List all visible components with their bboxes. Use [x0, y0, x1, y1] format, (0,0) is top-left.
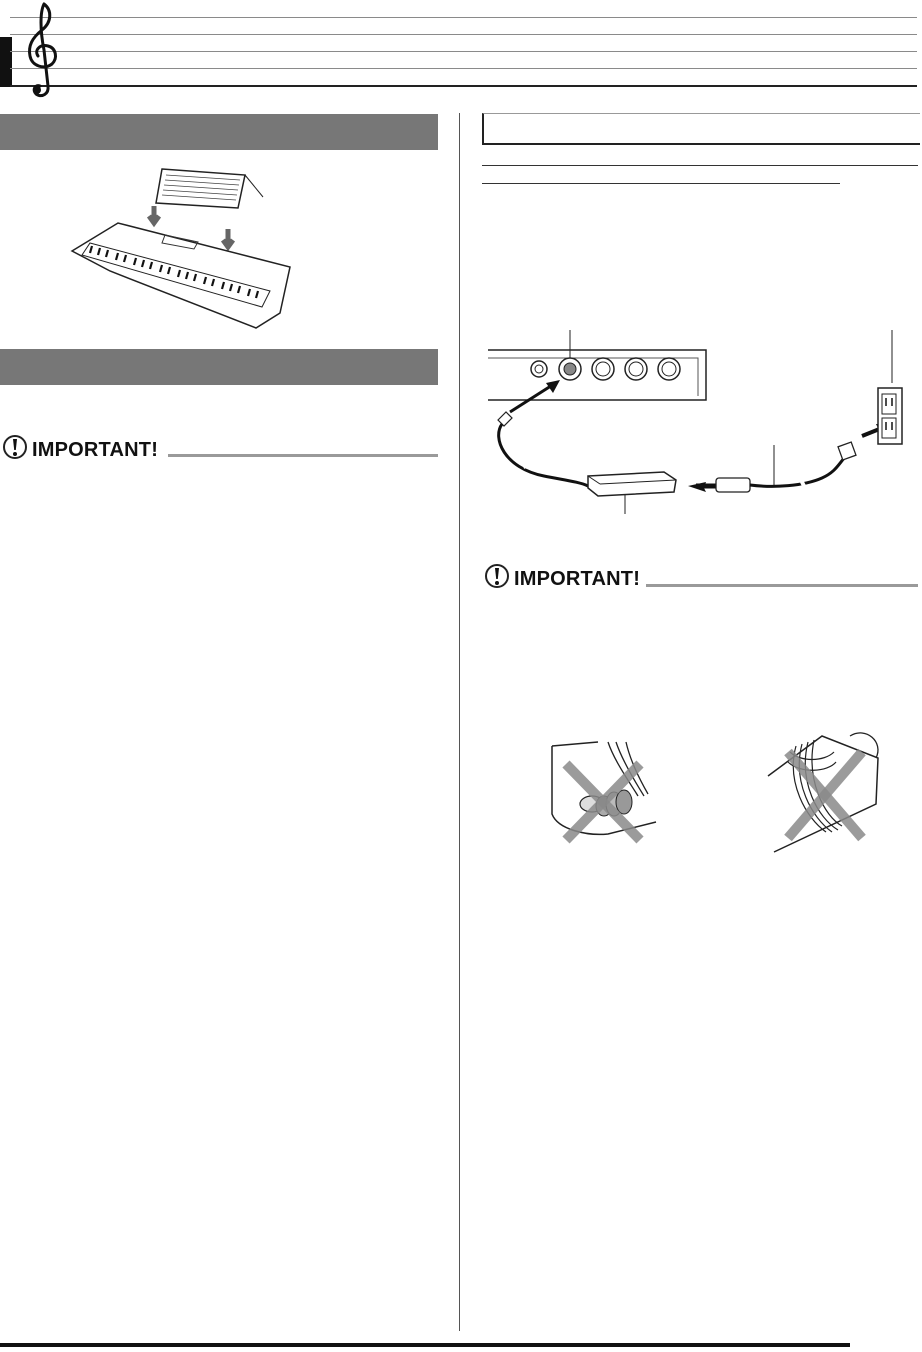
staff-line: [10, 17, 917, 18]
staff-line: [10, 34, 917, 35]
subheading-rule-bottom: [482, 183, 840, 184]
chapter-tab: [0, 37, 12, 87]
section-heading-box: [482, 113, 920, 145]
subheading-rule-top: [482, 165, 918, 166]
treble-clef-icon: [22, 0, 62, 100]
important-rule: [646, 584, 918, 587]
important-heading: [2, 434, 158, 460]
exclamation-circle-icon: [2, 434, 28, 460]
ac-adaptor-connection-illustration: [484, 328, 920, 518]
staff-line: [10, 68, 917, 69]
important-rule: [168, 454, 438, 457]
staff-line: [10, 51, 917, 52]
column-divider: [459, 113, 460, 1331]
footer-rule: [0, 1343, 850, 1347]
section-header-bar: [0, 349, 438, 385]
cord-wrap-prohibited-illustration-1: [548, 740, 668, 850]
cord-wrap-prohibited-illustration-2: [766, 722, 892, 854]
important-heading: [484, 563, 640, 589]
exclamation-circle-icon: [484, 563, 510, 589]
section-header-bar: [0, 114, 438, 150]
important-label: IMPORTANT!: [514, 568, 641, 590]
staff-bottom-line: [10, 85, 917, 87]
important-label: IMPORTANT!: [32, 439, 159, 461]
music-stand-illustration: [70, 163, 310, 333]
